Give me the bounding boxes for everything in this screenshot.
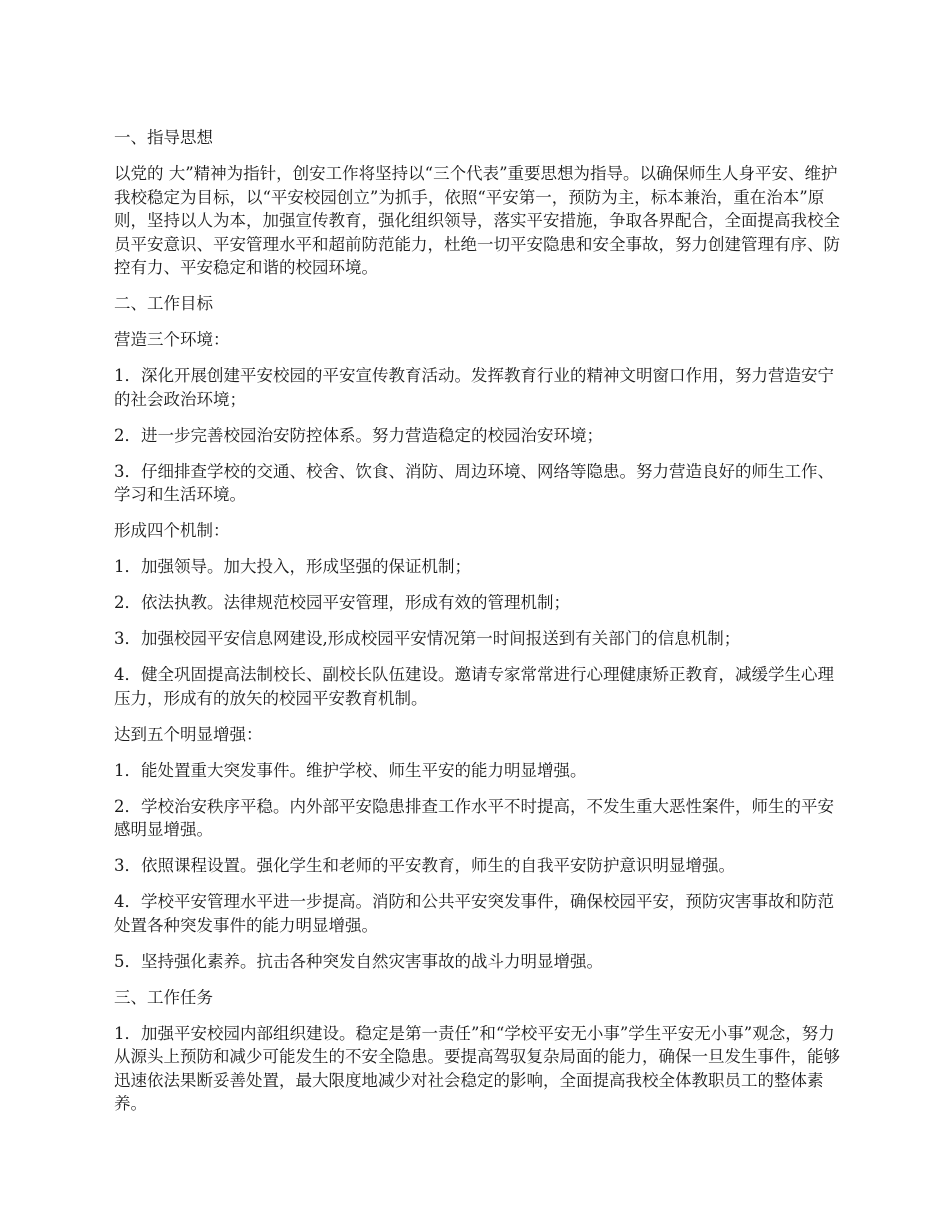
list-item: 2．依法执教。法律规范校园平安管理，形成有效的管理机制； bbox=[114, 593, 570, 612]
subheading-three-environments: 营造三个环境： bbox=[114, 330, 230, 349]
list-item: 2．学校治安秩序平稳。内外部平安隐患排查工作水平不时提高，不发生重大恶性案件，师生的平安感明显增强。 bbox=[114, 796, 834, 839]
document-body bbox=[114, 126, 844, 1128]
list-item: 4．健全巩固提高法制校长、副校长队伍建设。邀请专家常常进行心理健康矫正教育，减缓学生心理压力，形成有的放矢的校园平安教育机制。 bbox=[114, 665, 834, 708]
list-item: 3．依照课程设置。强化学生和老师的平安教育，师生的自我平安防护意识明显增强。 bbox=[114, 856, 735, 875]
section-heading-guiding-ideology: 一、指导思想 bbox=[114, 128, 213, 147]
list-item: 3．仔细排查学校的交通、校舍、饮食、消防、周边环境、网络等隐患。努力营造良好的师生工作、学习和生活环境。 bbox=[114, 461, 834, 504]
list-item: 1．深化开展创建平安校园的平安宣传教育活动。发挥教育行业的精神文明窗口作用，努力营造安宁的社会政治环境； bbox=[114, 366, 834, 409]
list-item: 5．坚持强化素养。抗击各种突发自然灾害事故的战斗力明显增强。 bbox=[114, 951, 603, 971]
list-item: 3．加强校园平安信息网建设,形成校园平安情况第一时间报送到有关部门的信息机制； bbox=[114, 629, 741, 648]
list-item: 2．进一步完善校园治安防控体系。努力营造稳定的校园治安环境； bbox=[114, 425, 603, 445]
section-heading-work-tasks: 三、工作任务 bbox=[114, 987, 213, 1007]
subheading-five-enhancements: 达到五个明显增强： bbox=[114, 724, 263, 744]
section-heading-work-goals: 二、工作目标 bbox=[114, 294, 213, 313]
list-item: 1．加强平安校园内部组织建设。稳定是第一责任”和“学校平安无小事”学生平安无小事”观念，努力从源头上预防和减少可能发生的不安全隐患。要提高驾驭复杂局面的能力，确保一旦发生事件，能够迅速依法果断妥善处置，最大限度地减少对社会稳定的影响，全面提高我校全体教职员工的整体素养。 bbox=[114, 1023, 840, 1113]
subheading-four-mechanisms: 形成四个机制： bbox=[114, 521, 230, 540]
list-item: 4．学校平安管理水平进一步提高。消防和公共平安突发事件，确保校园平安，预防灾害事故和防范处置各种突发事件的能力明显增强。 bbox=[114, 892, 834, 935]
list-item: 1．加强领导。加大投入，形成坚强的保证机制； bbox=[114, 557, 471, 576]
paragraph-guiding-ideology: 以党的 大”精神为指针，创安工作将坚持以“三个代表”重要思想为指导。以确保师生人身平安、维护我校稳定为目标，以“平安校园创立”为抓手，依照“平安第一，预防为主，标本兼治，重在治本”原则，坚持以人为本，加强宣传教育，强化组织领导，落实平安措施，争取各界配合，全面提高我校全员平安意识、平安管理水平和超前防范能力，杜绝一切平安隐患和安全事故，努力创建管理有序、防控有力、平安稳定和谐的校园环境。 bbox=[114, 164, 840, 277]
list-item: 1．能处置重大突发事件。维护学校、师生平安的能力明显增强。 bbox=[114, 760, 587, 780]
